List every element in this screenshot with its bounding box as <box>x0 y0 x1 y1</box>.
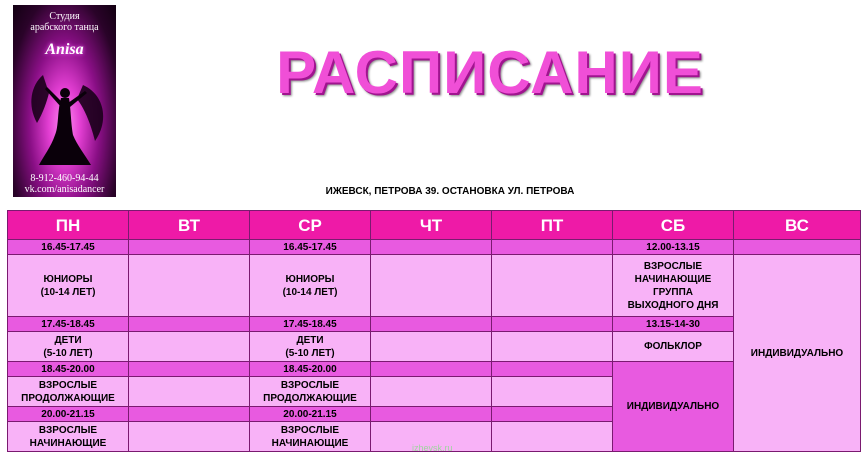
poster-vk-link: vk.com/anisadancer <box>24 184 105 195</box>
wed-time-4: 20.00-21.15 <box>250 407 371 422</box>
thu-class-3 <box>371 377 492 407</box>
tue-time-3 <box>129 362 250 377</box>
day-header-wed: СР <box>250 211 371 240</box>
sat-class-2: ФОЛЬКЛОР <box>613 332 734 362</box>
sat-class-1 <box>613 255 734 317</box>
fri-class-1 <box>492 255 613 317</box>
class-label: ВЗРОСЛЫЕ НАЧИНАЮЩИЕ <box>271 424 349 449</box>
table-row <box>8 255 861 317</box>
class-label: ДЕТИ (5-10 ЛЕТ) <box>285 334 335 359</box>
class-label: ЮНИОРЫ (10-14 ЛЕТ) <box>40 273 96 298</box>
mon-time-1: 16.45-17.45 <box>8 240 129 255</box>
thu-class-2 <box>371 332 492 362</box>
class-label: ВЗРОСЛЫЕ ПРОДОЛЖАЮЩИЕ <box>263 379 357 404</box>
day-header-sun: ВС <box>734 211 861 240</box>
fri-class-3 <box>492 377 613 407</box>
wed-class-4 <box>250 422 371 452</box>
table-row <box>8 317 861 332</box>
day-header-thu: ЧТ <box>371 211 492 240</box>
poster-studio-line1: Студия <box>49 11 80 22</box>
sat-time-1: 12.00-13.15 <box>613 240 734 255</box>
poster-studio-text <box>13 11 116 33</box>
thu-time-4 <box>371 407 492 422</box>
fri-time-2 <box>492 317 613 332</box>
fri-class-2 <box>492 332 613 362</box>
table-row <box>8 362 861 377</box>
wed-class-3 <box>250 377 371 407</box>
sun-time-1 <box>734 240 861 255</box>
sun-individual: ИНДИВИДУАЛЬНО <box>734 255 861 452</box>
mon-class-2 <box>8 332 129 362</box>
sat-individual: ИНДИВИДУАЛЬНО <box>613 362 734 452</box>
poster-brand: Anisa <box>45 41 84 58</box>
class-label: ВЗРОСЛЫЕ ПРОДОЛЖАЮЩИЕ <box>21 379 115 404</box>
tue-class-2 <box>129 332 250 362</box>
mon-class-3 <box>8 377 129 407</box>
table-row <box>8 240 861 255</box>
class-label: ВЗРОСЛЫЕ НАЧИНАЮЩИЕ ГРУППА ВЫХОДНОГО ДНЯ <box>627 260 719 311</box>
sat-time-2: 13.15-14-30 <box>613 317 734 332</box>
tue-time-1 <box>129 240 250 255</box>
dancer-silhouette-icon <box>13 65 116 175</box>
day-header-row <box>8 211 861 240</box>
schedule-table <box>7 210 861 452</box>
tue-class-4 <box>129 422 250 452</box>
thu-time-1 <box>371 240 492 255</box>
wed-class-2 <box>250 332 371 362</box>
table-row <box>8 332 861 362</box>
day-header-sat: СБ <box>613 211 734 240</box>
fri-class-4 <box>492 422 613 452</box>
class-label: ВЗРОСЛЫЕ НАЧИНАЮЩИЕ <box>29 424 107 449</box>
mon-time-2: 17.45-18.45 <box>8 317 129 332</box>
poster-phone: 8-912-460-94-44 <box>30 173 99 184</box>
class-label: ДЕТИ (5-10 ЛЕТ) <box>43 334 93 359</box>
thu-time-3 <box>371 362 492 377</box>
class-label: ЮНИОРЫ (10-14 ЛЕТ) <box>282 273 338 298</box>
watermark: izhevsk.ru <box>412 443 453 453</box>
fri-time-1 <box>492 240 613 255</box>
mon-class-1 <box>8 255 129 317</box>
mon-time-4: 20.00-21.15 <box>8 407 129 422</box>
wed-time-2: 17.45-18.45 <box>250 317 371 332</box>
wed-class-1 <box>250 255 371 317</box>
wed-time-3: 18.45-20.00 <box>250 362 371 377</box>
page-title: РАСПИСАНИЕ <box>276 39 704 106</box>
address-line: ИЖЕВСК, ПЕТРОВА 39. ОСТАНОВКА УЛ. ПЕТРОВА <box>325 186 575 197</box>
tue-time-4 <box>129 407 250 422</box>
tue-time-2 <box>129 317 250 332</box>
wed-time-1: 16.45-17.45 <box>250 240 371 255</box>
tue-class-1 <box>129 255 250 317</box>
fri-time-4 <box>492 407 613 422</box>
poster-studio-line2: арабского танца <box>30 22 99 33</box>
mon-time-3: 18.45-20.00 <box>8 362 129 377</box>
tue-class-3 <box>129 377 250 407</box>
fri-time-3 <box>492 362 613 377</box>
day-header-fri: ПТ <box>492 211 613 240</box>
thu-class-1 <box>371 255 492 317</box>
thu-time-2 <box>371 317 492 332</box>
studio-poster <box>13 5 116 197</box>
day-header-tue: ВТ <box>129 211 250 240</box>
mon-class-4 <box>8 422 129 452</box>
day-header-mon: ПН <box>8 211 129 240</box>
